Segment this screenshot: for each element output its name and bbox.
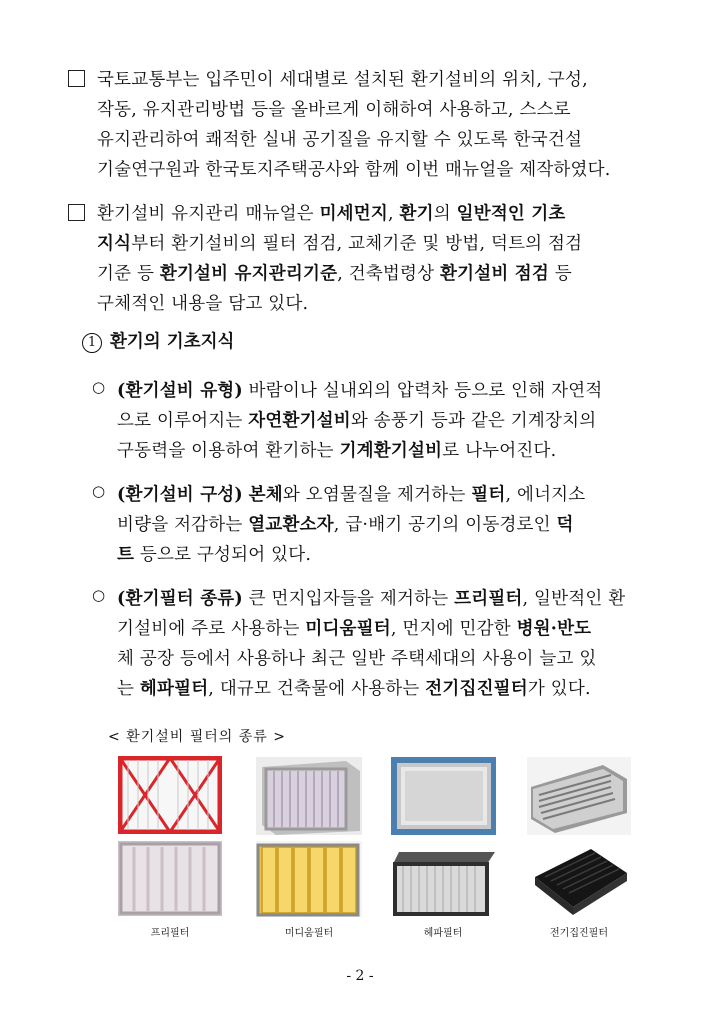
text-run: 와 오염물질을 제거하는 (282, 485, 472, 505)
text-run: , 건축법령상 (337, 264, 441, 284)
bold-text: 기계환기설비 (339, 441, 443, 461)
text-run: , 먼지에 민감한 (390, 619, 517, 639)
bold-text: 미디움필터 (305, 619, 391, 639)
text-run: 로 나누어진다. (442, 441, 557, 461)
text-run: 와 송풍기 등과 같은 기계장치의 (350, 411, 597, 431)
paragraph-1 (68, 66, 668, 196)
bullet-2-line-3 (117, 541, 311, 566)
text-run: 바람이나 실내외의 압력차 등으로 인해 자연적 (242, 381, 603, 401)
paragraph-2-line-4: 구체적인 내용을 담고 있다. (97, 294, 309, 314)
filter-label-prefilter: 프리필터 (150, 928, 190, 939)
paragraph-1-line-4: 기술연구원과 한국토지주택공사와 함께 이번 매뉴얼을 제작하였다. (97, 160, 611, 180)
bold-text: 프리필터 (454, 589, 523, 609)
bold-text: 병원·반도 (516, 619, 592, 639)
bullet-2-line-2 (117, 511, 574, 536)
filter-label-medium: 미디움필터 (284, 928, 334, 939)
checkbox-square-icon (68, 70, 85, 87)
filter-label-electrostatic: 전기집진필터 (550, 928, 608, 939)
electrostatic-filter-image (527, 843, 631, 919)
section-heading (82, 328, 234, 353)
bullet-1-line-2 (117, 407, 596, 432)
text-run: , 일반적인 환 (522, 589, 626, 609)
text-run: 등 (548, 264, 572, 284)
bullet-3-line-4 (117, 675, 591, 700)
text-run: 부터 환기설비의 필터 점검, 교체기준 및 방법, 덕트의 점검 (131, 234, 583, 254)
bold-text: 전기집진필터 (425, 679, 528, 699)
bullet-3-line-2 (117, 615, 591, 640)
electrostatic-filter-image-front (527, 757, 631, 835)
bold-text: (환기설비 유형) (117, 381, 243, 401)
bold-text: 환기설비 유지관리기준 (159, 264, 338, 284)
text-run: , 급·배기 공기의 이동경로인 (333, 515, 557, 535)
prefilter-image (118, 841, 222, 916)
bullet-3-line-1 (117, 585, 625, 610)
text-run: 구동력을 이용하여 환기하는 (117, 441, 340, 461)
paragraph-2-line-2 (97, 230, 582, 255)
prefilter-image-front (118, 756, 222, 834)
bold-text: 일반적인 기초 (456, 204, 566, 224)
text-run: , 대규모 건축물에 사용하는 (208, 679, 426, 699)
text-run: 환기설비 유지관리 매뉴얼은 (97, 204, 320, 224)
bold-text: 지식 (97, 234, 132, 254)
filter-label-hepa: 헤파필터 (423, 928, 463, 939)
bold-text: 트 (117, 545, 135, 565)
text-run: 비량을 저감하는 (117, 515, 249, 535)
bold-text: (환기필터 종류) (117, 589, 243, 609)
paragraph-1-line-2: 작동, 유지관리방법 등을 올바르게 이해하여 사용하고, 스스로 (97, 100, 571, 120)
bold-text: 자연환기설비 (248, 411, 351, 431)
checkbox-square-icon (68, 204, 85, 221)
text-run: 등으로 구성되어 있다. (134, 545, 312, 565)
text-run: 기설비에 주로 사용하는 (117, 619, 306, 639)
hepa-filter-image-front (391, 757, 496, 835)
text-run: 의 (433, 204, 457, 224)
bold-text: 필터 (471, 485, 506, 505)
bullet-icon: ○ (92, 378, 106, 396)
bold-text: 환기설비 점검 (440, 264, 549, 284)
text-run: 는 (117, 679, 140, 699)
bullet-2-line-1 (117, 481, 585, 506)
paragraph-1-line-1: 국토교통부는 입주민이 세대별로 설치된 환기설비의 위치, 구성, (97, 70, 588, 90)
paragraph-1-line-3: 유지관리하여 쾌적한 실내 공기질을 유지할 수 있도록 한국건설 (97, 130, 583, 150)
bold-text: 미세먼지 (319, 204, 388, 224)
text-run: , (387, 204, 400, 224)
text-run: 가 있다. (527, 679, 591, 699)
bullet-1-line-1 (117, 377, 602, 402)
bullet-3-line-3: 체 공장 등에서 사용하나 최근 일반 주택세대의 사용이 늘고 있 (117, 649, 597, 669)
section-title: 환기의 기초지식 (110, 332, 235, 352)
text-run: 으로 이루어지는 (117, 411, 249, 431)
medium-filter-image-front (256, 757, 362, 835)
paragraph-2-line-3 (97, 260, 572, 285)
circled-number: 1 (82, 333, 102, 353)
bold-text: 환기 (399, 204, 434, 224)
medium-filter-image (256, 841, 362, 917)
text-run: 기준 등 (97, 264, 160, 284)
figure-caption: < 환기설비 필터의 종류 > (108, 729, 286, 745)
paragraph-2-line-1 (97, 200, 566, 225)
text-run: , 에너지소 (505, 485, 586, 505)
page-number: - 2 - (346, 968, 374, 984)
paragraph-2 (68, 200, 668, 320)
bold-text: 열교환소자 (248, 515, 334, 535)
bold-text: 덕 (556, 515, 574, 535)
bold-text: 헤파필터 (139, 679, 209, 699)
text-run: 큰 먼지입자들을 제거하는 (242, 589, 455, 609)
hepa-filter-image (391, 848, 496, 918)
bullet-1-line-3 (117, 437, 556, 462)
bullet-icon: ○ (92, 482, 106, 500)
bold-text: 본체 (248, 485, 283, 505)
bullet-icon: ○ (92, 586, 106, 604)
bold-text: (환기설비 구성) (117, 485, 243, 505)
